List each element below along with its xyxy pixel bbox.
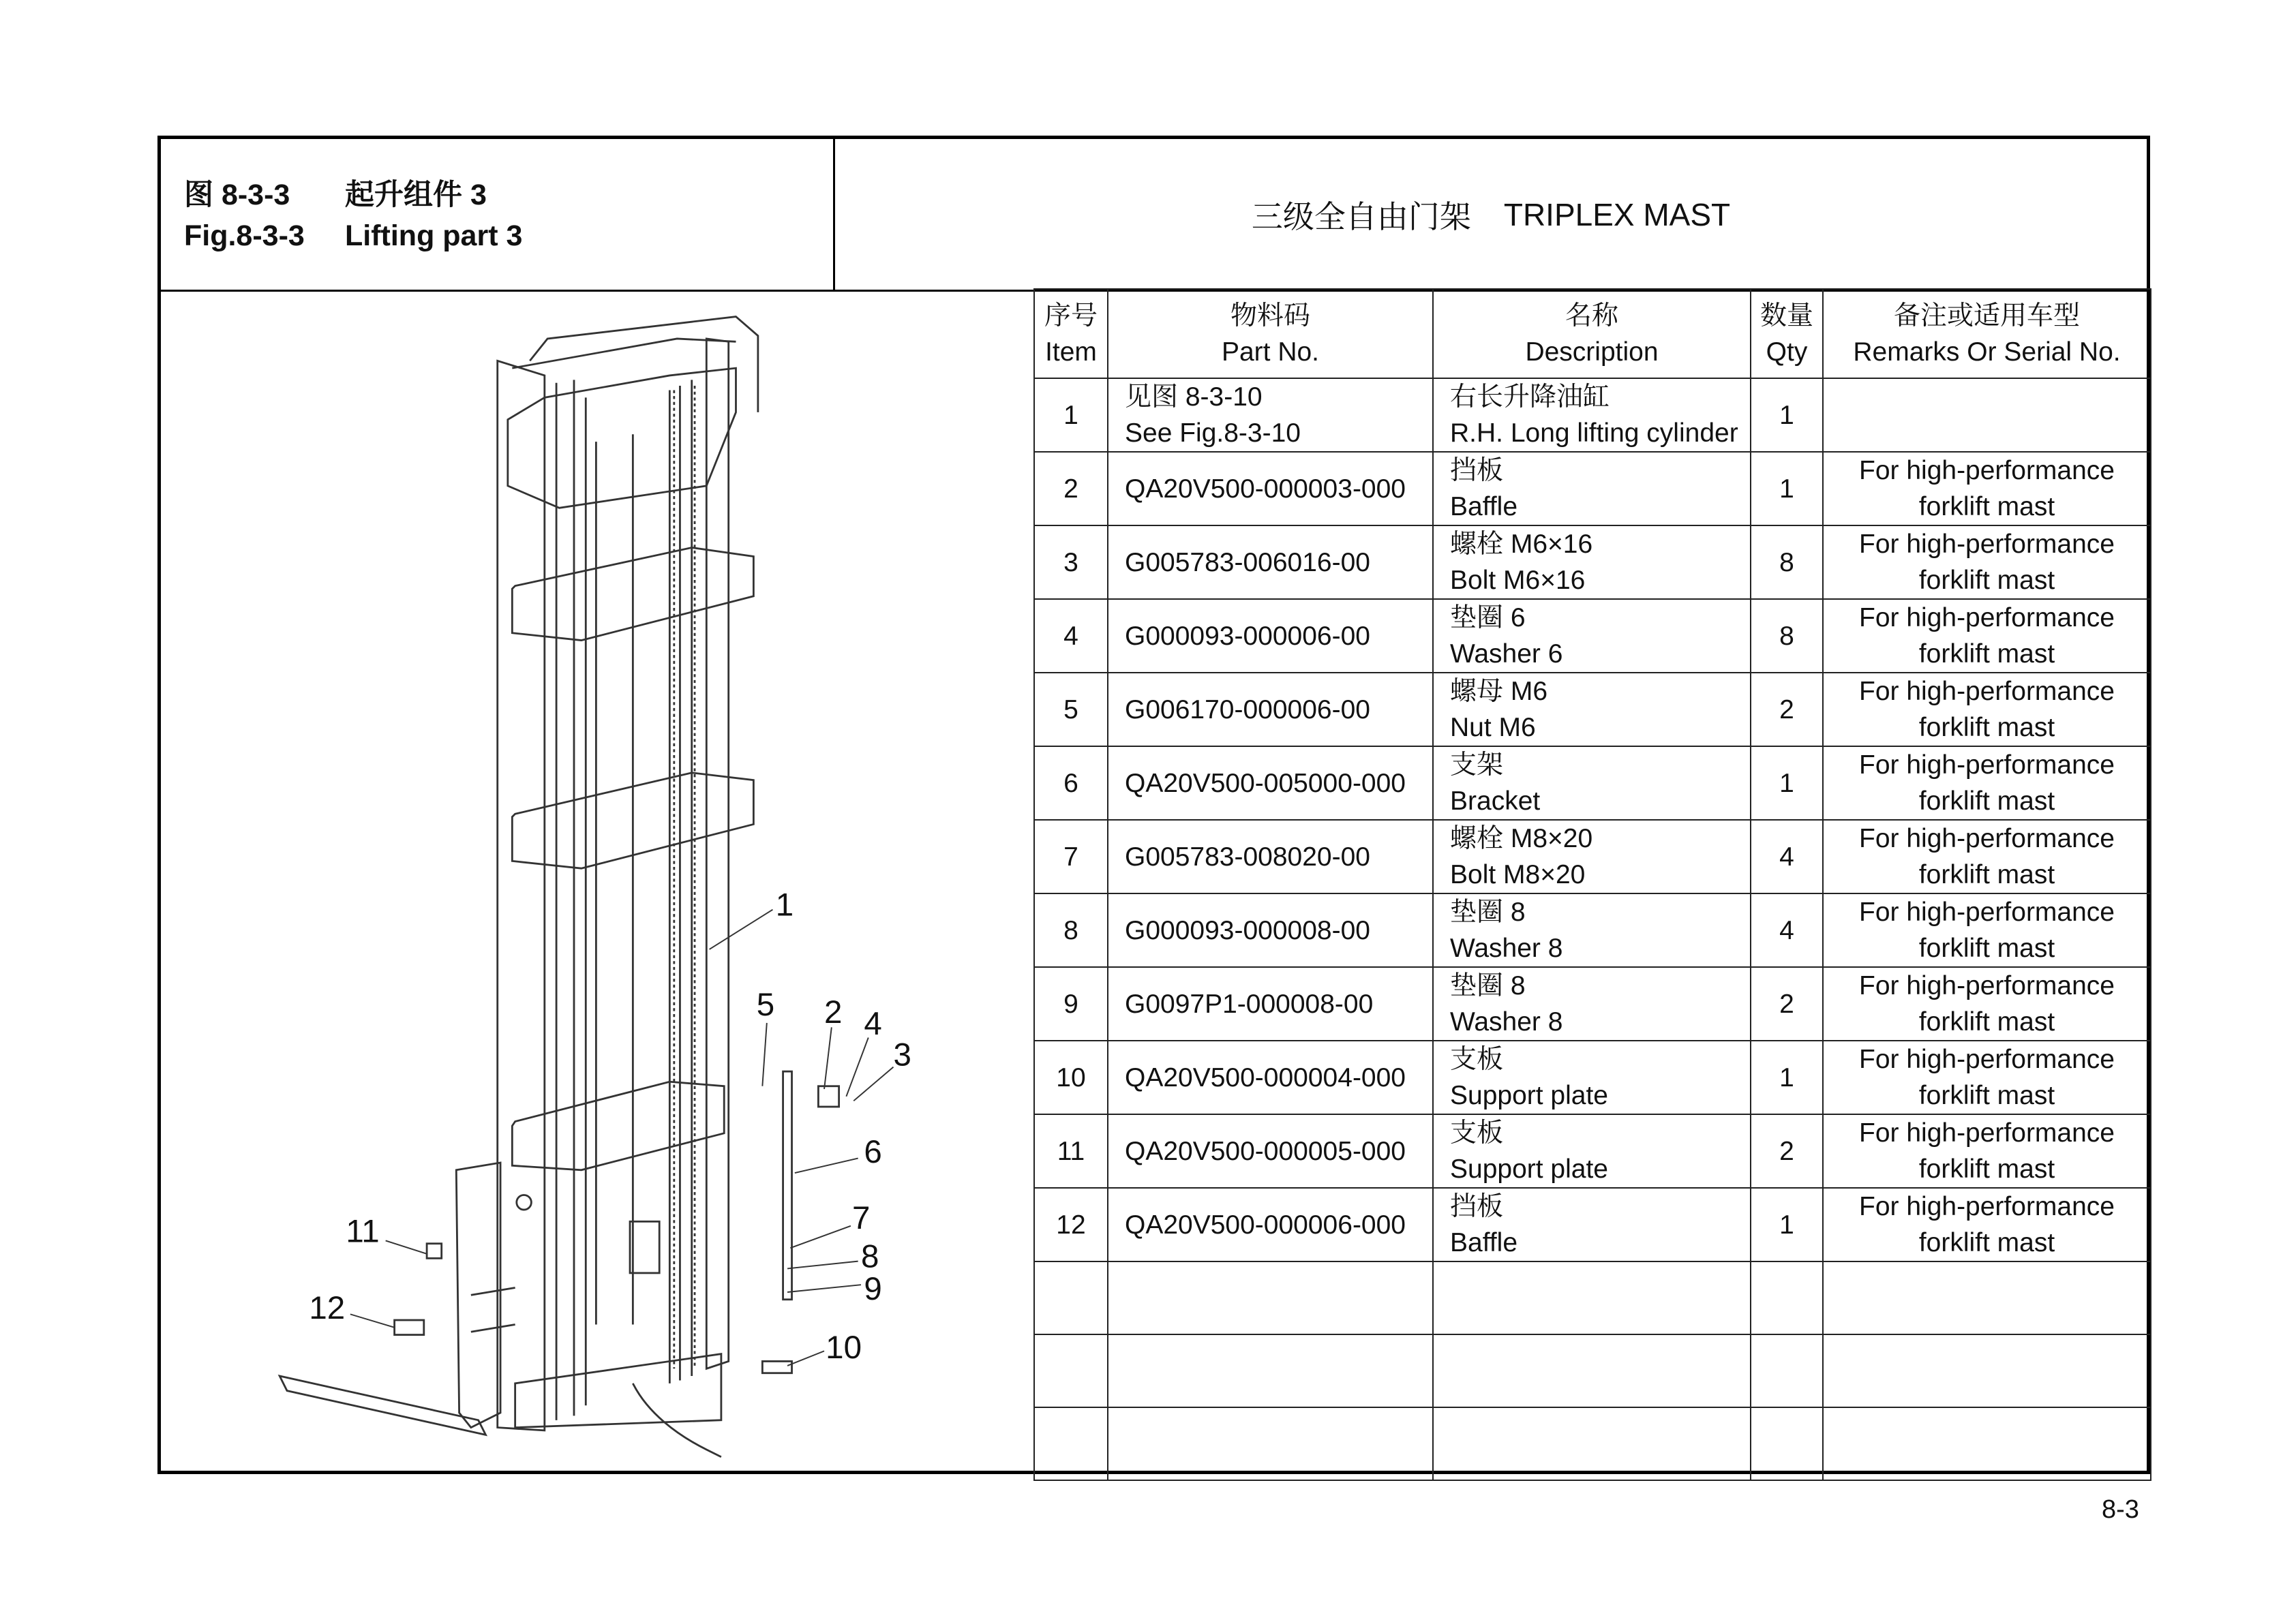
- remarks-cell: [1823, 893, 2151, 967]
- description-cell: [1433, 378, 1751, 452]
- table-row: [1034, 1041, 2151, 1114]
- description-cn: 垫圈 8: [1450, 898, 1526, 927]
- qty-cell: 1: [1751, 1041, 1823, 1114]
- part-no-cell: [1108, 746, 1433, 820]
- description-cell: [1433, 1188, 1751, 1261]
- part-number: G000093-000008-00: [1125, 915, 1370, 945]
- empty-table-row: [1034, 1261, 2151, 1334]
- item-cell: 2: [1034, 452, 1108, 525]
- remarks-line-2: forklift mast: [1918, 1007, 2055, 1037]
- part-no-cell: [1108, 1188, 1433, 1261]
- description-en: Washer 8: [1450, 934, 1563, 963]
- description-cn: 螺栓 M8×20: [1450, 824, 1593, 853]
- item-cell: 7: [1034, 820, 1108, 893]
- part-number: QA20V500-000006-000: [1125, 1210, 1406, 1240]
- item-cell: 4: [1034, 599, 1108, 673]
- table-row: [1034, 893, 2151, 967]
- description-cn: 支架: [1450, 750, 1504, 780]
- remarks-line-2: forklift mast: [1918, 566, 2055, 595]
- remarks-line-2: forklift mast: [1918, 934, 2055, 963]
- table-row: [1034, 673, 2151, 746]
- table-row: [1034, 525, 2151, 599]
- remarks-line-2: forklift mast: [1918, 860, 2055, 889]
- qty-cell: 1: [1751, 378, 1823, 452]
- item-cell: 12: [1034, 1188, 1108, 1261]
- part-no-cell: [1108, 1041, 1433, 1114]
- description-en: Bolt M8×20: [1450, 860, 1586, 889]
- qty-cell: 4: [1751, 893, 1823, 967]
- description-cn: 挡板: [1450, 1192, 1504, 1221]
- remarks-line-2: forklift mast: [1918, 1081, 2055, 1110]
- remarks-cell: [1823, 1188, 2151, 1261]
- parts-table: [1033, 288, 2151, 1481]
- description-cell: [1433, 893, 1751, 967]
- table-row: [1034, 967, 2151, 1041]
- remarks-line-1: For high-performance: [1859, 1192, 2115, 1221]
- part-number: G006170-000006-00: [1125, 694, 1370, 724]
- description-en: Washer 6: [1450, 639, 1563, 669]
- table-row: [1034, 746, 2151, 820]
- column-header-en: Part No.: [1221, 337, 1320, 367]
- remarks-cell: [1823, 746, 2151, 820]
- callout-5: 5: [756, 987, 775, 1024]
- callout-6: 6: [864, 1133, 882, 1170]
- table-row: [1034, 820, 2151, 893]
- description-en: Baffle: [1450, 1228, 1518, 1257]
- table-row: [1034, 1114, 2151, 1188]
- table-row: [1034, 599, 2151, 673]
- part-no-cell: [1108, 967, 1433, 1041]
- qty-cell: 1: [1751, 452, 1823, 525]
- column-header-en: Qty: [1766, 337, 1808, 367]
- part-no-cell: [1108, 820, 1433, 893]
- qty-cell: 2: [1751, 1114, 1823, 1188]
- column-header: [1433, 289, 1751, 378]
- remarks-cell: [1823, 1114, 2151, 1188]
- column-header-cn: 名称: [1565, 301, 1618, 331]
- callout-11: 11: [346, 1213, 380, 1250]
- part-no-cell: [1108, 1114, 1433, 1188]
- callout-2: 2: [824, 994, 843, 1030]
- remarks-line-1: For high-performance: [1859, 971, 2115, 1000]
- part-number: QA20V500-000003-000: [1125, 474, 1406, 504]
- callout-3: 3: [893, 1037, 911, 1073]
- figure-name-en: Lifting part 3: [345, 219, 523, 252]
- figure-title-en: [184, 219, 523, 253]
- remarks-line-1: For high-performance: [1859, 603, 2115, 632]
- remarks-line-1: For high-performance: [1859, 750, 2115, 780]
- column-header-en: Item: [1045, 337, 1097, 367]
- table-row: [1034, 452, 2151, 525]
- empty-table-row: [1034, 1407, 2151, 1480]
- description-cn: 右长升降油缸: [1450, 382, 1610, 412]
- remarks-line-2: forklift mast: [1918, 492, 2055, 521]
- description-en: Nut M6: [1450, 713, 1536, 742]
- description-cell: [1433, 1041, 1751, 1114]
- column-header-cn: 物料码: [1230, 301, 1310, 331]
- remarks-line-1: For high-performance: [1859, 1045, 2115, 1074]
- part-number: QA20V500-005000-000: [1125, 768, 1406, 798]
- figure-title-block: [161, 139, 835, 292]
- qty-cell: 4: [1751, 820, 1823, 893]
- description-cell: [1433, 525, 1751, 599]
- part-number: G005783-006016-00: [1125, 547, 1370, 577]
- remarks-line-1: For high-performance: [1859, 677, 2115, 706]
- description-cn: 挡板: [1450, 456, 1504, 485]
- column-header-cn: 备注或适用车型: [1893, 301, 2080, 331]
- part-number: G000093-000006-00: [1125, 621, 1370, 651]
- description-en: Bracket: [1450, 786, 1541, 816]
- description-cn: 垫圈 8: [1450, 971, 1526, 1000]
- column-header: [1751, 289, 1823, 378]
- remarks-cell: [1823, 525, 2151, 599]
- remarks-cell: [1823, 452, 2151, 525]
- remarks-line-1: For high-performance: [1859, 530, 2115, 559]
- item-cell: 6: [1034, 746, 1108, 820]
- description-cn: 螺栓 M6×16: [1450, 530, 1593, 559]
- assembly-title: [835, 139, 2147, 292]
- description-cell: [1433, 673, 1751, 746]
- description-cell: [1433, 1114, 1751, 1188]
- part-no-cell: [1108, 599, 1433, 673]
- figure-title-cn: [184, 172, 487, 213]
- item-cell: 9: [1034, 967, 1108, 1041]
- item-cell: 8: [1034, 893, 1108, 967]
- remarks-cell: [1823, 673, 2151, 746]
- remarks-line-2: forklift mast: [1918, 713, 2055, 742]
- description-cell: [1433, 746, 1751, 820]
- remarks-line-1: For high-performance: [1859, 824, 2115, 853]
- description-cell: [1433, 967, 1751, 1041]
- item-cell: 11: [1034, 1114, 1108, 1188]
- part-no-cell: [1108, 525, 1433, 599]
- callout-12: 12: [309, 1289, 346, 1326]
- remarks-line-2: forklift mast: [1918, 1154, 2055, 1184]
- part-no-cell: [1108, 452, 1433, 525]
- item-cell: 1: [1034, 378, 1108, 452]
- description-en: Support plate: [1450, 1154, 1609, 1184]
- description-en: Baffle: [1450, 492, 1518, 521]
- remarks-cell: [1823, 378, 2151, 452]
- callout-4: 4: [864, 1006, 882, 1043]
- remarks-cell: [1823, 820, 2151, 893]
- part-no-cell: [1108, 673, 1433, 746]
- table-row: [1034, 378, 2151, 452]
- description-cell: [1433, 599, 1751, 673]
- callout-10: 10: [826, 1330, 862, 1366]
- remarks-line-2: forklift mast: [1918, 786, 2055, 816]
- callout-9: 9: [864, 1270, 882, 1307]
- item-cell: 5: [1034, 673, 1108, 746]
- description-cn: 支板: [1450, 1118, 1504, 1148]
- remarks-line-1: For high-performance: [1859, 456, 2115, 485]
- description-en: Washer 8: [1450, 1007, 1563, 1037]
- part-number: QA20V500-000005-000: [1125, 1136, 1406, 1166]
- part-number: QA20V500-000004-000: [1125, 1062, 1406, 1092]
- description-cn: 支板: [1450, 1045, 1504, 1074]
- qty-cell: 2: [1751, 967, 1823, 1041]
- part-ref-cn: 见图 8-3-10: [1125, 382, 1263, 412]
- page-number: 8-3: [2102, 1495, 2139, 1524]
- column-header: [1108, 289, 1433, 378]
- part-no-cell: [1108, 378, 1433, 452]
- remarks-cell: [1823, 599, 2151, 673]
- qty-cell: 1: [1751, 746, 1823, 820]
- description-en: Support plate: [1450, 1081, 1609, 1110]
- callout-7: 7: [852, 1200, 871, 1237]
- qty-cell: 2: [1751, 673, 1823, 746]
- figure-label-cn: 图 8-3-3: [184, 179, 290, 211]
- column-header: [1034, 289, 1108, 378]
- item-cell: 10: [1034, 1041, 1108, 1114]
- qty-cell: 1: [1751, 1188, 1823, 1261]
- part-no-cell: [1108, 893, 1433, 967]
- column-header: [1823, 289, 2151, 378]
- column-header-cn: 数量: [1759, 301, 1813, 331]
- qty-cell: 8: [1751, 525, 1823, 599]
- empty-table-row: [1034, 1334, 2151, 1407]
- remarks-line-1: For high-performance: [1859, 898, 2115, 927]
- item-cell: 3: [1034, 525, 1108, 599]
- description-cell: [1433, 452, 1751, 525]
- assembly-title-cn: 三级全自由门架: [1251, 198, 1471, 234]
- qty-cell: 8: [1751, 599, 1823, 673]
- description-en: Bolt M6×16: [1450, 566, 1586, 595]
- part-number: G0097P1-000008-00: [1125, 989, 1374, 1019]
- remarks-line-2: forklift mast: [1918, 1228, 2055, 1257]
- remarks-cell: [1823, 1041, 2151, 1114]
- figure-label-en: Fig.8-3-3: [184, 219, 305, 252]
- callout-8: 8: [861, 1238, 879, 1275]
- description-cn: 垫圈 6: [1450, 603, 1526, 632]
- figure-name-cn: 起升组件 3: [345, 179, 487, 211]
- description-cell: [1433, 820, 1751, 893]
- column-header-en: Description: [1525, 337, 1659, 367]
- column-header-cn: 序号: [1044, 301, 1098, 331]
- table-row: [1034, 1188, 2151, 1261]
- description-cn: 螺母 M6: [1450, 677, 1548, 706]
- part-number: G005783-008020-00: [1125, 842, 1370, 872]
- remarks-line-2: forklift mast: [1918, 639, 2055, 669]
- remarks-cell: [1823, 967, 2151, 1041]
- column-header-en: Remarks Or Serial No.: [1853, 337, 2121, 367]
- remarks-line-1: For high-performance: [1859, 1118, 2115, 1148]
- callout-1: 1: [775, 887, 794, 923]
- assembly-title-en: TRIPLEX MAST: [1503, 196, 1731, 232]
- description-en: R.H. Long lifting cylinder: [1450, 418, 1738, 448]
- part-ref-en: See Fig.8-3-10: [1125, 418, 1301, 448]
